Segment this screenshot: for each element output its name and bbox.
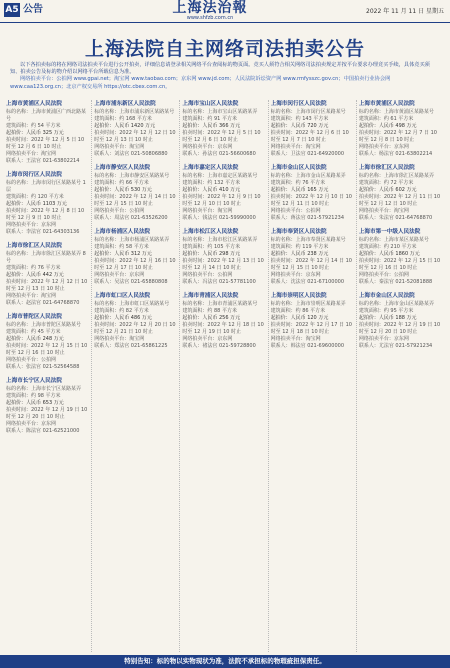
court-name: 上海市杨浦区人民法院 bbox=[94, 229, 151, 235]
notice-line: 起拍价：人民币 498 万元 bbox=[358, 123, 417, 129]
notice-line: 拍卖时间：2022 年 12 月 14 日 10 时至 12 月 15 日 10 时止 bbox=[270, 258, 352, 271]
court-name: 上海市嘉定区人民法院 bbox=[182, 165, 239, 171]
notice-line: 联系人：杨法官 021-63802214 bbox=[358, 151, 433, 157]
notice-line: 建筑面积：约 88 平方米 bbox=[182, 308, 237, 314]
notice-line: 联系人：韩法官 021-69600000 bbox=[270, 343, 344, 349]
notice-line: 建筑面积：约 95 平方米 bbox=[358, 308, 414, 314]
auction-notice bbox=[359, 292, 442, 350]
notice-line: 联系人：吴法官 021-65880808 bbox=[94, 279, 168, 285]
newspaper-header bbox=[0, 0, 450, 23]
notice-line: 起拍价：人民币 602 万元 bbox=[358, 187, 417, 193]
notice-line: 网络拍卖平台：淘宝网 bbox=[94, 144, 145, 150]
auction-notice bbox=[94, 228, 177, 286]
court-name: 上海市徐汇区人民法院 bbox=[6, 243, 62, 249]
court-name: 上海市松江区人民法院 bbox=[182, 229, 239, 235]
notice-line: 网络拍卖平台：公拍网 bbox=[270, 208, 321, 214]
notice-columns bbox=[6, 100, 444, 652]
auction-notice bbox=[359, 164, 442, 222]
court-name: 上海市静安区人民法院 bbox=[94, 165, 151, 171]
notice-line: 标的名称：上海市徐汇区某路某弄 8 号 bbox=[6, 251, 86, 264]
court-name: 上海市第一中级人民法院 bbox=[358, 229, 421, 235]
notice-line: 建筑面积：约 82 平方米 bbox=[94, 308, 149, 314]
court-name: 上海市金山区人民法院 bbox=[358, 293, 415, 299]
notice-line: 网络拍卖平台：淘宝网 bbox=[6, 151, 57, 157]
notice-line: 建筑面积：约 210 平方米 bbox=[358, 244, 417, 250]
court-name: 上海市闵行区人民法院 bbox=[6, 172, 62, 178]
auction-notice bbox=[182, 292, 265, 350]
notice-line: 建筑面积：约 168 平方米 bbox=[94, 116, 152, 122]
notice-line: 标的名称：上海市杨浦区某路某弄 bbox=[94, 237, 170, 243]
section-label: 公告 bbox=[23, 4, 43, 15]
notice-line: 拍卖时间：2022 年 12 月 14 日 10 时至 12 月 15 日 10 时止 bbox=[94, 194, 176, 207]
auction-notice bbox=[94, 292, 177, 350]
notice-line: 起拍价：人民币 442 万元 bbox=[6, 272, 64, 278]
notice-line: 标的名称：上海市徐汇区某路某弄 bbox=[358, 173, 434, 179]
notice-line: 建筑面积：约 76 平方米 bbox=[6, 265, 61, 271]
notice-line: 网络拍卖平台：淘宝网 bbox=[94, 336, 145, 342]
notice-line: 联系人：张法官 021-52564588 bbox=[6, 364, 80, 370]
notice-line: 联系人：秦法官 021-52081888 bbox=[358, 279, 433, 285]
notice-line: 网络拍卖平台：公拍网 bbox=[6, 357, 57, 363]
notice-line: 拍卖时间：2022 年 12 月 20 日 10 时至 12 月 21 日 10 时止 bbox=[94, 322, 176, 335]
page-title: 上海法院自主网络司法拍卖公告 bbox=[84, 38, 365, 60]
notice-line: 联系人：王法官 021-63802214 bbox=[6, 158, 80, 164]
notice-line: 标的名称：上海市松江区某路某弄 bbox=[182, 237, 258, 243]
notice-line: 建筑面积：约 45 平方米 bbox=[6, 329, 61, 335]
notice-line: 联系人：郑法官 021-65861225 bbox=[94, 343, 168, 349]
auction-notice bbox=[182, 164, 265, 222]
notice-line: 建筑面积：约 98 平方米 bbox=[6, 393, 61, 399]
intro-paragraph: 以下各拍卖标的将在网络司法拍卖平台进行公开拍卖，详细信息请登录相关网络平台查阅标的物页面。竞买人须符合相关网络司法拍卖规定并按平台要求办理竞买手续，具体竞买须知、拍卖公告及标的物介绍以网络平台所载信息为准。 bbox=[10, 62, 430, 76]
notice-line: 拍卖时间：2022 年 12 月 7 日 10 时至 12 月 8 日 10 时止 bbox=[358, 130, 437, 143]
notice-line: 拍卖时间：2022 年 12 月 18 日 10 时至 12 月 19 日 10 时止 bbox=[182, 322, 264, 335]
notice-line: 网络拍卖平台：京东网 bbox=[94, 272, 145, 278]
notice-line: 标的名称：上海市黄浦区广西北路某号 bbox=[6, 109, 87, 122]
notice-line: 标的名称：上海市宝山区某路某弄 bbox=[182, 109, 258, 115]
notice-line: 网络拍卖平台：公拍网 bbox=[182, 272, 233, 278]
notice-line: 联系人：李法官 021-64303136 bbox=[6, 229, 80, 235]
notice-line: 建筑面积：约 54 平方米 bbox=[6, 123, 61, 129]
auction-notice bbox=[182, 228, 265, 286]
notice-line: 起拍价：人民币 256 万元 bbox=[182, 315, 241, 321]
notice-line: 起拍价：人民币 238 万元 bbox=[270, 251, 329, 257]
notice-line: 网络拍卖平台：京东网 bbox=[182, 144, 233, 150]
notice-line: 联系人：赵法官 021-64768870 bbox=[6, 300, 80, 306]
notice-line: 建筑面积：约 119 平方米 bbox=[270, 244, 329, 250]
notice-line: 起拍价：人民币 325 万元 bbox=[6, 130, 64, 136]
notice-line: 网络拍卖平台：京东网 bbox=[270, 272, 321, 278]
notice-line: 建筑面积：约 120 平方米 bbox=[6, 194, 64, 200]
notice-line: 标的名称：上海市静安区某路某号 bbox=[94, 173, 170, 179]
footer-notice: 特别告知：标的物以实物现状为准，法院不承担标的物瑕疵担保责任。 bbox=[0, 655, 450, 668]
court-name: 上海市黄浦区人民法院 bbox=[6, 101, 62, 107]
notice-column bbox=[94, 100, 180, 652]
court-name: 上海市闵行区人民法院 bbox=[270, 101, 327, 107]
notice-line: 联系人：褚法官 021-59728800 bbox=[182, 343, 256, 349]
notice-line: 网络拍卖平台：淘宝网 bbox=[270, 336, 321, 342]
notice-line: 建筑面积：约 61 平方米 bbox=[358, 116, 414, 122]
notice-line: 拍卖时间：2022 年 12 月 10 日 10 时至 12 月 11 日 10 时止 bbox=[270, 194, 352, 207]
notice-line: 标的名称：上海市黄浦区某路某号 bbox=[358, 109, 434, 115]
notice-line: 起拍价：人民币 312 万元 bbox=[94, 251, 152, 257]
notice-line: 联系人：沈法官 021-67100000 bbox=[270, 279, 344, 285]
notice-column bbox=[359, 100, 444, 652]
notice-line: 网络拍卖平台：公拍网 bbox=[358, 272, 409, 278]
auction-notice bbox=[6, 242, 89, 307]
notice-line: 建筑面积：约 72 平方米 bbox=[358, 180, 414, 186]
notice-line: 网络拍卖平台：京东网 bbox=[182, 336, 233, 342]
notice-line: 标的名称：上海市虹口区某路某号 bbox=[94, 301, 170, 307]
auction-notice bbox=[6, 171, 89, 236]
court-name: 上海市普陀区人民法院 bbox=[6, 314, 62, 320]
court-name: 上海市青浦区人民法院 bbox=[182, 293, 239, 299]
notice-line: 网络拍卖平台：淘宝网 bbox=[358, 208, 409, 214]
site-url: www.shfzb.com.cn bbox=[186, 15, 234, 21]
notice-line: 联系人：朱法官 021-64768870 bbox=[358, 215, 433, 221]
notice-line: 联系人：陈法官 021-62521000 bbox=[6, 428, 80, 434]
notice-line: 网络拍卖平台：淘宝网 bbox=[6, 293, 57, 299]
notice-line: 起拍价：人民币 298 万元 bbox=[182, 251, 241, 257]
notice-column bbox=[182, 100, 268, 652]
notice-line: 标的名称：上海市闵行区某路某号 1 层 bbox=[6, 180, 86, 193]
notice-line: 网络拍卖平台：公拍网 bbox=[94, 208, 145, 214]
notice-line: 联系人：刘法官 021-50806880 bbox=[94, 151, 168, 157]
notice-line: 拍卖时间：2022 年 12 月 5 日 10 时至 12 月 6 日 10 时止 bbox=[182, 130, 261, 143]
page-number-badge: A5 bbox=[5, 5, 19, 15]
notice-line: 建筑面积：约 132 平方米 bbox=[182, 180, 241, 186]
notice-line: 联系人：孙法官 021-56600680 bbox=[182, 151, 256, 157]
notice-line: 拍卖时间：2022 年 12 月 9 日 10 时至 12 月 10 日 10 时止 bbox=[182, 194, 261, 207]
auction-notice bbox=[271, 100, 354, 158]
issue-date: 2022 年 11 月 11 日 星期五 bbox=[366, 8, 444, 15]
notice-line: 起拍价：人民币 410 万元 bbox=[182, 187, 241, 193]
notice-line: 拍卖时间：2022 年 12 月 11 日 10 时至 12 月 12 日 10 时止 bbox=[358, 194, 441, 207]
notice-line: 拍卖时间：2022 年 12 月 13 日 10 时至 12 月 14 日 10 时止 bbox=[182, 258, 264, 271]
notice-line: 拍卖时间：2022 年 12 月 6 日 10 时至 12 月 7 日 10 时止 bbox=[270, 130, 349, 143]
notice-line: 标的名称：上海市闵行区某路某号 bbox=[270, 109, 346, 115]
notice-line: 拍卖时间：2022 年 12 月 15 日 10 时至 12 月 16 日 10 时止 bbox=[6, 343, 88, 356]
notice-line: 联系人：蒋法官 021-57921234 bbox=[270, 215, 344, 221]
notice-line: 起拍价：人民币 1860 万元 bbox=[358, 251, 420, 257]
notice-line: 起拍价：人民币 366 万元 bbox=[182, 123, 241, 129]
notice-line: 拍卖时间：2022 年 12 月 12 日 10 时至 12 月 13 日 10 时止 bbox=[94, 130, 176, 143]
notice-line: 联系人：周法官 021-63526200 bbox=[94, 215, 168, 221]
notice-line: 网络拍卖平台：淘宝网 bbox=[270, 144, 321, 150]
auction-notice bbox=[271, 292, 354, 350]
notice-line: 建筑面积：约 143 平方米 bbox=[270, 116, 329, 122]
notice-line: 标的名称：上海市金山区某路某弄 bbox=[358, 301, 434, 307]
masthead bbox=[150, 1, 270, 21]
notice-line: 标的名称：上海市普陀区某路某号 bbox=[6, 322, 82, 328]
notice-line: 起拍价：人民币 486 万元 bbox=[94, 315, 152, 321]
notice-line: 标的名称：上海市某区某路某号 bbox=[358, 237, 429, 243]
court-name: 上海市奉贤区人民法院 bbox=[270, 229, 327, 235]
notice-line: 联系人：卫法官 021-64920000 bbox=[270, 151, 344, 157]
notice-line: 建筑面积：约 66 平方米 bbox=[94, 180, 149, 186]
auction-notice bbox=[6, 377, 89, 435]
newspaper-logo: 上海法治報 bbox=[172, 0, 248, 16]
notice-line: 建筑面积：约 58 平方米 bbox=[94, 244, 149, 250]
notice-line: 拍卖时间：2022 年 12 月 12 日 10 时至 12 月 13 日 10 时止 bbox=[6, 279, 88, 292]
notice-line: 标的名称：上海市嘉定区某路某号 bbox=[182, 173, 258, 179]
court-name: 上海市徐汇区人民法院 bbox=[358, 165, 415, 171]
notice-column bbox=[271, 100, 357, 652]
court-name: 上海市长宁区人民法院 bbox=[6, 378, 62, 384]
notice-line: 拍卖时间：2022 年 12 月 17 日 10 时至 12 月 18 日 10 时止 bbox=[270, 322, 352, 335]
auction-notice bbox=[359, 100, 442, 158]
notice-line: 建筑面积：约 86 平方米 bbox=[270, 308, 326, 314]
notice-column bbox=[6, 100, 92, 652]
notice-line: 网络拍卖平台：京东网 bbox=[358, 144, 409, 150]
intro-platforms: 网络拍卖平台：公拍网 www.gpai.net；淘宝网 www.taobao.com；京东网 www.jd.com；人民法院诉讼资产网 www.rmfysszc.gov.cn；中国拍卖行业协会网 www.caa123.org.cn；北京产权交易所 https://otc.cbex.com.cn。 bbox=[10, 76, 391, 90]
auction-notice bbox=[94, 100, 177, 158]
court-name: 上海市浦东新区人民法院 bbox=[94, 101, 156, 107]
notice-line: 标的名称：上海市金山区某路某弄 bbox=[270, 173, 346, 179]
auction-notice bbox=[94, 164, 177, 222]
notice-line: 标的名称：上海市崇明区某路某弄 bbox=[270, 301, 346, 307]
notice-line: 建筑面积：约 76 平方米 bbox=[270, 180, 326, 186]
notice-line: 网络拍卖平台：淘宝网 bbox=[182, 208, 233, 214]
court-name: 上海市虹口区人民法院 bbox=[94, 293, 151, 299]
notice-line: 起拍价：人民币 653 万元 bbox=[6, 400, 64, 406]
notice-line: 拍卖时间：2022 年 12 月 19 日 10 时至 12 月 20 日 10 时止 bbox=[358, 322, 441, 335]
notice-line: 网络拍卖平台：京东网 bbox=[358, 336, 409, 342]
auction-notice bbox=[359, 228, 442, 286]
notice-line: 拍卖时间：2022 年 12 月 19 日 10 时至 12 月 20 日 10 时止 bbox=[6, 407, 88, 420]
court-name: 上海市宝山区人民法院 bbox=[182, 101, 239, 107]
court-name: 上海市黄浦区人民法院 bbox=[358, 101, 415, 107]
notice-line: 起拍价：人民币 720 万元 bbox=[270, 123, 329, 129]
auction-notice bbox=[182, 100, 265, 158]
court-name: 上海市崇明区人民法院 bbox=[270, 293, 327, 299]
notice-line: 网络拍卖平台：京东网 bbox=[6, 421, 57, 427]
notice-line: 起拍价：人民币 188 万元 bbox=[358, 315, 417, 321]
auction-notice bbox=[6, 313, 89, 371]
intro-text bbox=[10, 62, 440, 91]
notice-line: 建筑面积：约 91 平方米 bbox=[182, 116, 237, 122]
notice-line: 起拍价：人民币 248 万元 bbox=[6, 336, 64, 342]
notice-line: 标的名称：上海市浦东新区某路某号 bbox=[94, 109, 175, 115]
auction-notice bbox=[271, 228, 354, 286]
notice-line: 起拍价：人民币 165 万元 bbox=[270, 187, 329, 193]
auction-notice bbox=[6, 100, 89, 165]
notice-line: 拍卖时间：2022 年 12 月 16 日 10 时至 12 月 17 日 10 时止 bbox=[94, 258, 176, 271]
notice-line: 标的名称：上海市青浦区某路某号 bbox=[182, 301, 258, 307]
notice-line: 标的名称：上海市长宁区某路某弄 bbox=[6, 386, 82, 392]
notice-line: 拍卖时间：2022 年 12 月 5 日 10 时至 12 月 6 日 10 时止 bbox=[6, 137, 85, 150]
notice-line: 起拍价：人民币 120 万元 bbox=[270, 315, 329, 321]
auction-notice bbox=[271, 164, 354, 222]
court-name: 上海市金山区人民法院 bbox=[270, 165, 327, 171]
notice-line: 起拍价：人民币 1420 万元 bbox=[94, 123, 156, 129]
notice-line: 起拍价：人民币 1103 万元 bbox=[6, 201, 67, 207]
notice-line: 起拍价：人民币 530 万元 bbox=[94, 187, 152, 193]
notice-line: 网络拍卖平台：京东网 bbox=[6, 222, 57, 228]
notice-line: 联系人：冯法官 021-57781100 bbox=[182, 279, 256, 285]
notice-line: 拍卖时间：2022 年 12 月 15 日 10 时至 12 月 16 日 10 时止 bbox=[358, 258, 441, 271]
notice-line: 拍卖时间：2022 年 12 月 8 日 10 时至 12 月 9 日 10 时止 bbox=[6, 208, 85, 221]
notice-line: 联系人：尤法官 021-57921234 bbox=[358, 343, 433, 349]
notice-line: 联系人：钱法官 021-59990000 bbox=[182, 215, 256, 221]
notice-line: 建筑面积：约 105 平方米 bbox=[182, 244, 241, 250]
notice-line: 标的名称：上海市奉贤区某路某号 bbox=[270, 237, 346, 243]
